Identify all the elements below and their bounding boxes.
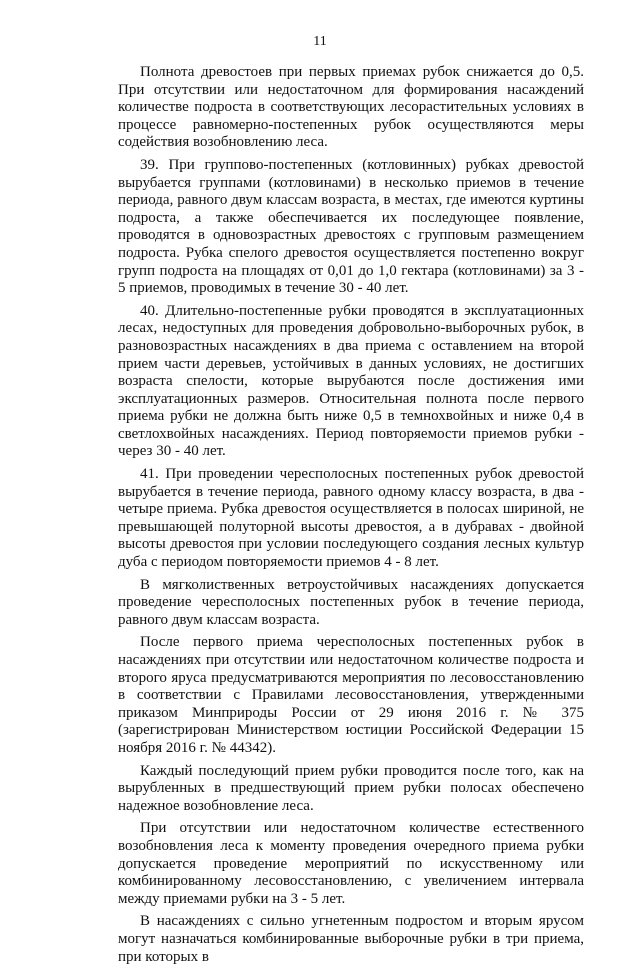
paragraph-density-reduction: Полнота древостоев при первых приемах рубок снижается до 0,5. При отсутствии или недостаточном для формирования насаждений количестве подроста в соответствующих лесорастительных условиях в процессе равномерно-постепенных рубок осуществляются меры содействия возобновлению леса.	[118, 64, 584, 151]
paragraph-after-first-stage: После первого приема чересполосных постепенных рубок в насаждениях при отсутствии или недостаточном количестве подроста и второго яруса предусматриваются мероприятия по лесовосстановлению в соответствии с Правилами лесовосстановления, утвержденными приказом Минприроды России от 29 июня 2016 г. № 375 (зарегистрирован Министерством юстиции Российской Федерации 15 ноября 2016 г. № 44342).	[118, 634, 584, 756]
paragraph-40-long-gradual-cutting: 40. Длительно-постепенные рубки проводятся в эксплуатационных лесах, недоступных для проведения добровольно-выборочных рубок, в разновозрастных насаждениях в два приема с оставлением на второй прием части деревьев, устойчивых в данных условиях, не достигших возраста спелости, которые вырубаются после достижения ими эксплуатационных размеров. Относительная полнота после первого приема рубки не должна быть ниже 0,5 в темнохвойных и ниже 0,4 в светлохвойных насаждениях. Период повторяемости приемов рубки - через 30 - 40 лет.	[118, 302, 584, 460]
paragraph-39-group-gradual-cutting: 39. При группово-постепенных (котловинных) рубках древостой вырубается группами (котловинами) в несколько приемов в течение периода, равного двум классам возраста, в местах, где имеются куртины подроста, а также обеспечивается их последующее появление, проводятся в одновозрастных древостоях с групповым размещением подроста. Рубка спелого древостоя осуществляется постепенно вокруг групп подроста на площадях от 0,01 до 1,0 гектара (котловинами) за 3 - 5 приемов, проводимых в течение 30 - 40 лет.	[118, 156, 584, 297]
paragraph-insufficient-regeneration: При отсутствии или недостаточном количестве естественного возобновления леса к моменту проведения очередного приема рубки допускается проведение мероприятий по искусственному или комбинированному лесовосстановлению, с увеличением интервала между приемами рубки на 3 - 5 лет.	[118, 820, 584, 907]
page-number: 11	[313, 34, 327, 49]
paragraph-suppressed-undergrowth: В насаждениях с сильно угнетенным подростом и вторым ярусом могут назначаться комбинированные выборочные рубки в три приема, при которых в	[118, 913, 584, 965]
paragraph-soft-leaved-stands: В мягколиственных ветроустойчивых насаждениях допускается проведение чересполосных постепенных рубок в течение периода, равного двум классам возраста.	[118, 576, 584, 628]
document-body	[118, 64, 584, 971]
paragraph-subsequent-stage: Каждый последующий прием рубки проводится после того, как на вырубленных в предшествующий прием рубки полосах обеспечено надежное возобновление леса.	[118, 762, 584, 814]
paragraph-41-strip-gradual-cutting: 41. При проведении чересполосных постепенных рубок древостой вырубается в течение периода, равного одному классу возраста, в два - четыре приема. Рубка древостоя осуществляется в полосах шириной, не превышающей полуторной высоты древостоя, а в дубравах - двойной высоты древостоя при условии последующего создания лесных культур дуба с периодом повторяемости приемов 4 - 8 лет.	[118, 466, 584, 571]
